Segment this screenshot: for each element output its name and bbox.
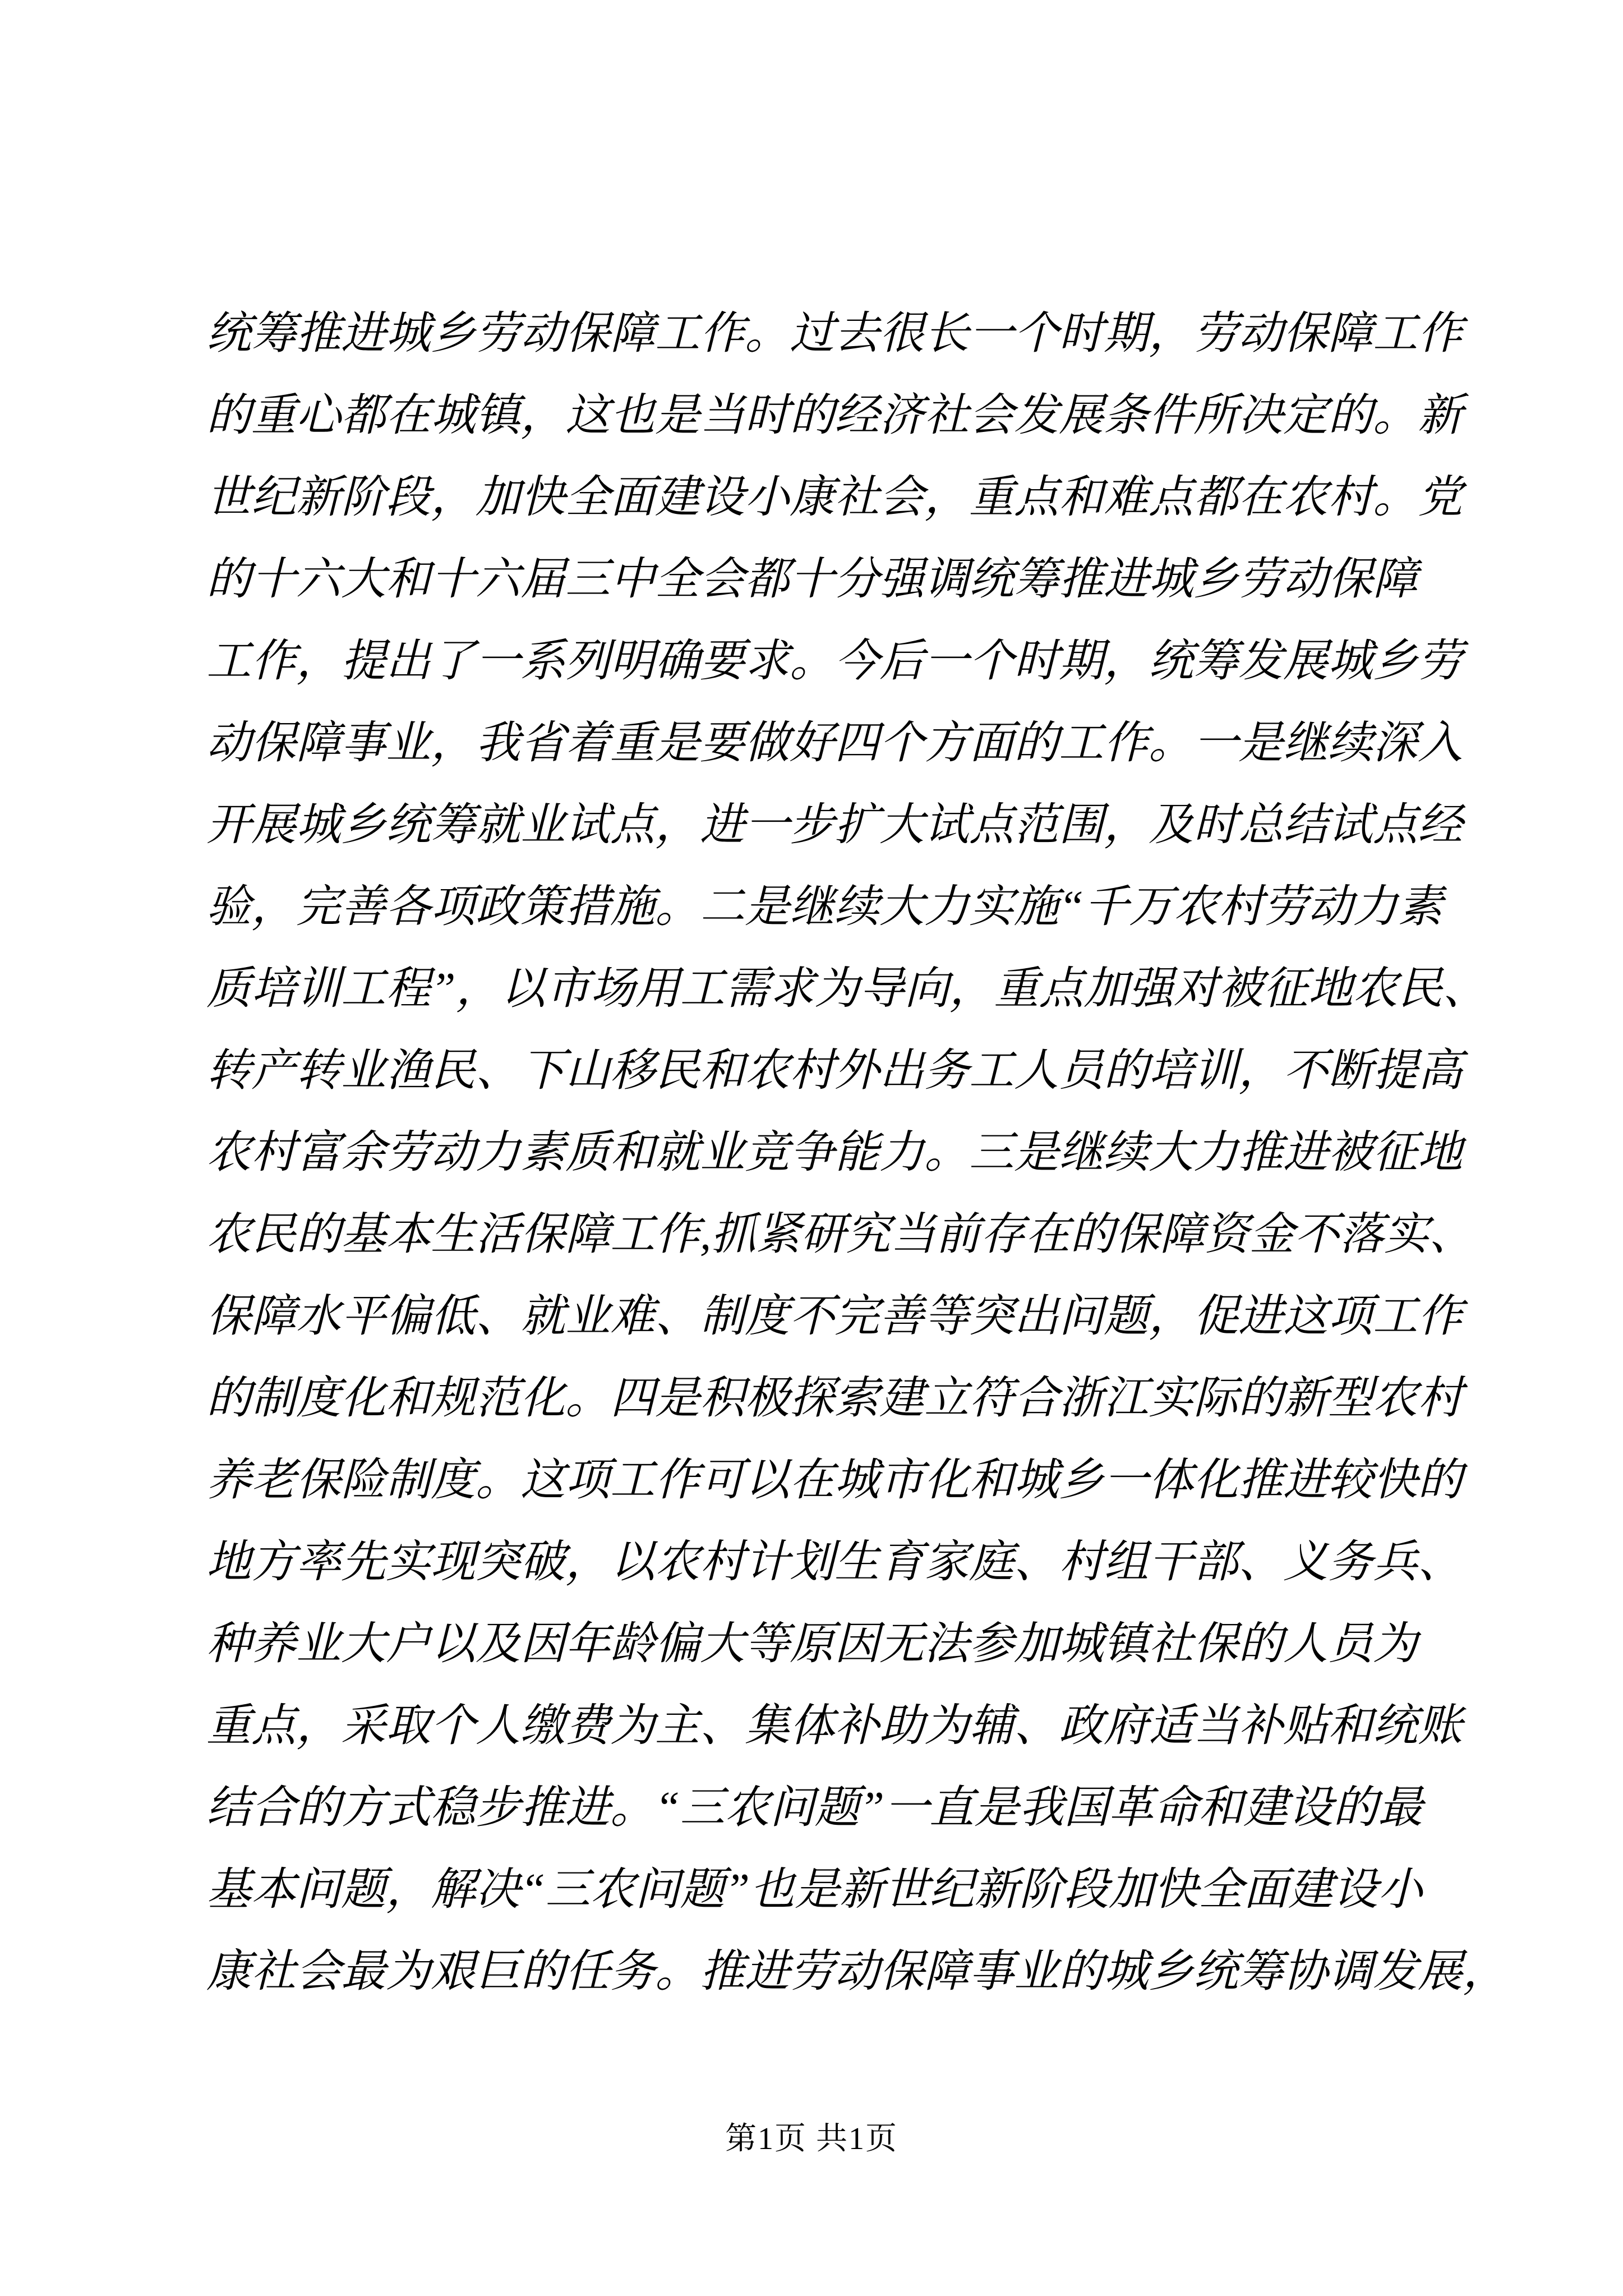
- text-line: 康社会最为艰巨的任务。推进劳动保障事业的城乡统筹协调发展，: [206, 1947, 1507, 1996]
- text-line: 质培训工程”，以市场用工需求为导向，重点加强对被征地农民、: [206, 964, 1488, 1014]
- body-paragraph: [206, 293, 1507, 2013]
- text-line: 的制度化和规范化。四是积极探索建立符合浙江实际的新型农村: [206, 1374, 1463, 1423]
- text-line: 种养业大户以及因年龄偏大等原因无法参加城镇社保的人员为: [206, 1619, 1418, 1669]
- text-line: 重点，采取个人缴费为主、集体补助为辅、政府适当补贴和统账: [206, 1701, 1463, 1751]
- text-line: 统筹推进城乡劳动保障工作。过去很长一个时期，劳动保障工作: [206, 309, 1463, 358]
- text-line: 基本问题，解决“三农问题”也是新世纪新阶段加快全面建设小: [206, 1865, 1423, 1915]
- text-line: 地方率先实现突破，以农村计划生育家庭、村组干部、义务兵、: [206, 1538, 1463, 1587]
- text-line: 养老保险制度。这项工作可以在城市化和城乡一体化推进较快的: [206, 1456, 1463, 1505]
- text-line: 结合的方式稳步推进。“三农问题”一直是我国革命和建设的最: [206, 1783, 1423, 1833]
- text-line: 农民的基本生活保障工作,抓紧研究当前存在的保障资金不落实、: [206, 1210, 1474, 1259]
- text-line: 的重心都在城镇，这也是当时的经济社会发展条件所决定的。新: [206, 391, 1463, 440]
- text-line: 世纪新阶段，加快全面建设小康社会，重点和难点都在农村。党: [206, 473, 1463, 522]
- text-line: 验，完善各项政策措施。二是继续大力实施“千万农村劳动力素: [206, 882, 1443, 932]
- text-line: 农村富余劳动力素质和就业竞争能力。三是继续大力推进被征地: [206, 1128, 1463, 1177]
- text-line: 的十六大和十六届三中全会都十分强调统筹推进城乡劳动保障: [206, 555, 1418, 604]
- page-footer: 第1页 共1页: [725, 2122, 898, 2156]
- text-line: 动保障事业，我省着重是要做好四个方面的工作。一是继续深入: [206, 719, 1463, 768]
- text-line: 开展城乡统筹就业试点，进一步扩大试点范围，及时总结试点经: [206, 800, 1463, 850]
- text-line: 保障水平偏低、就业难、制度不完善等突出问题，促进这项工作: [206, 1292, 1463, 1341]
- text-line: 转产转业渔民、下山移民和农村外出务工人员的培训，不断提高: [206, 1046, 1463, 1096]
- text-line: 工作，提出了一系列明确要求。今后一个时期，统筹发展城乡劳: [206, 637, 1463, 686]
